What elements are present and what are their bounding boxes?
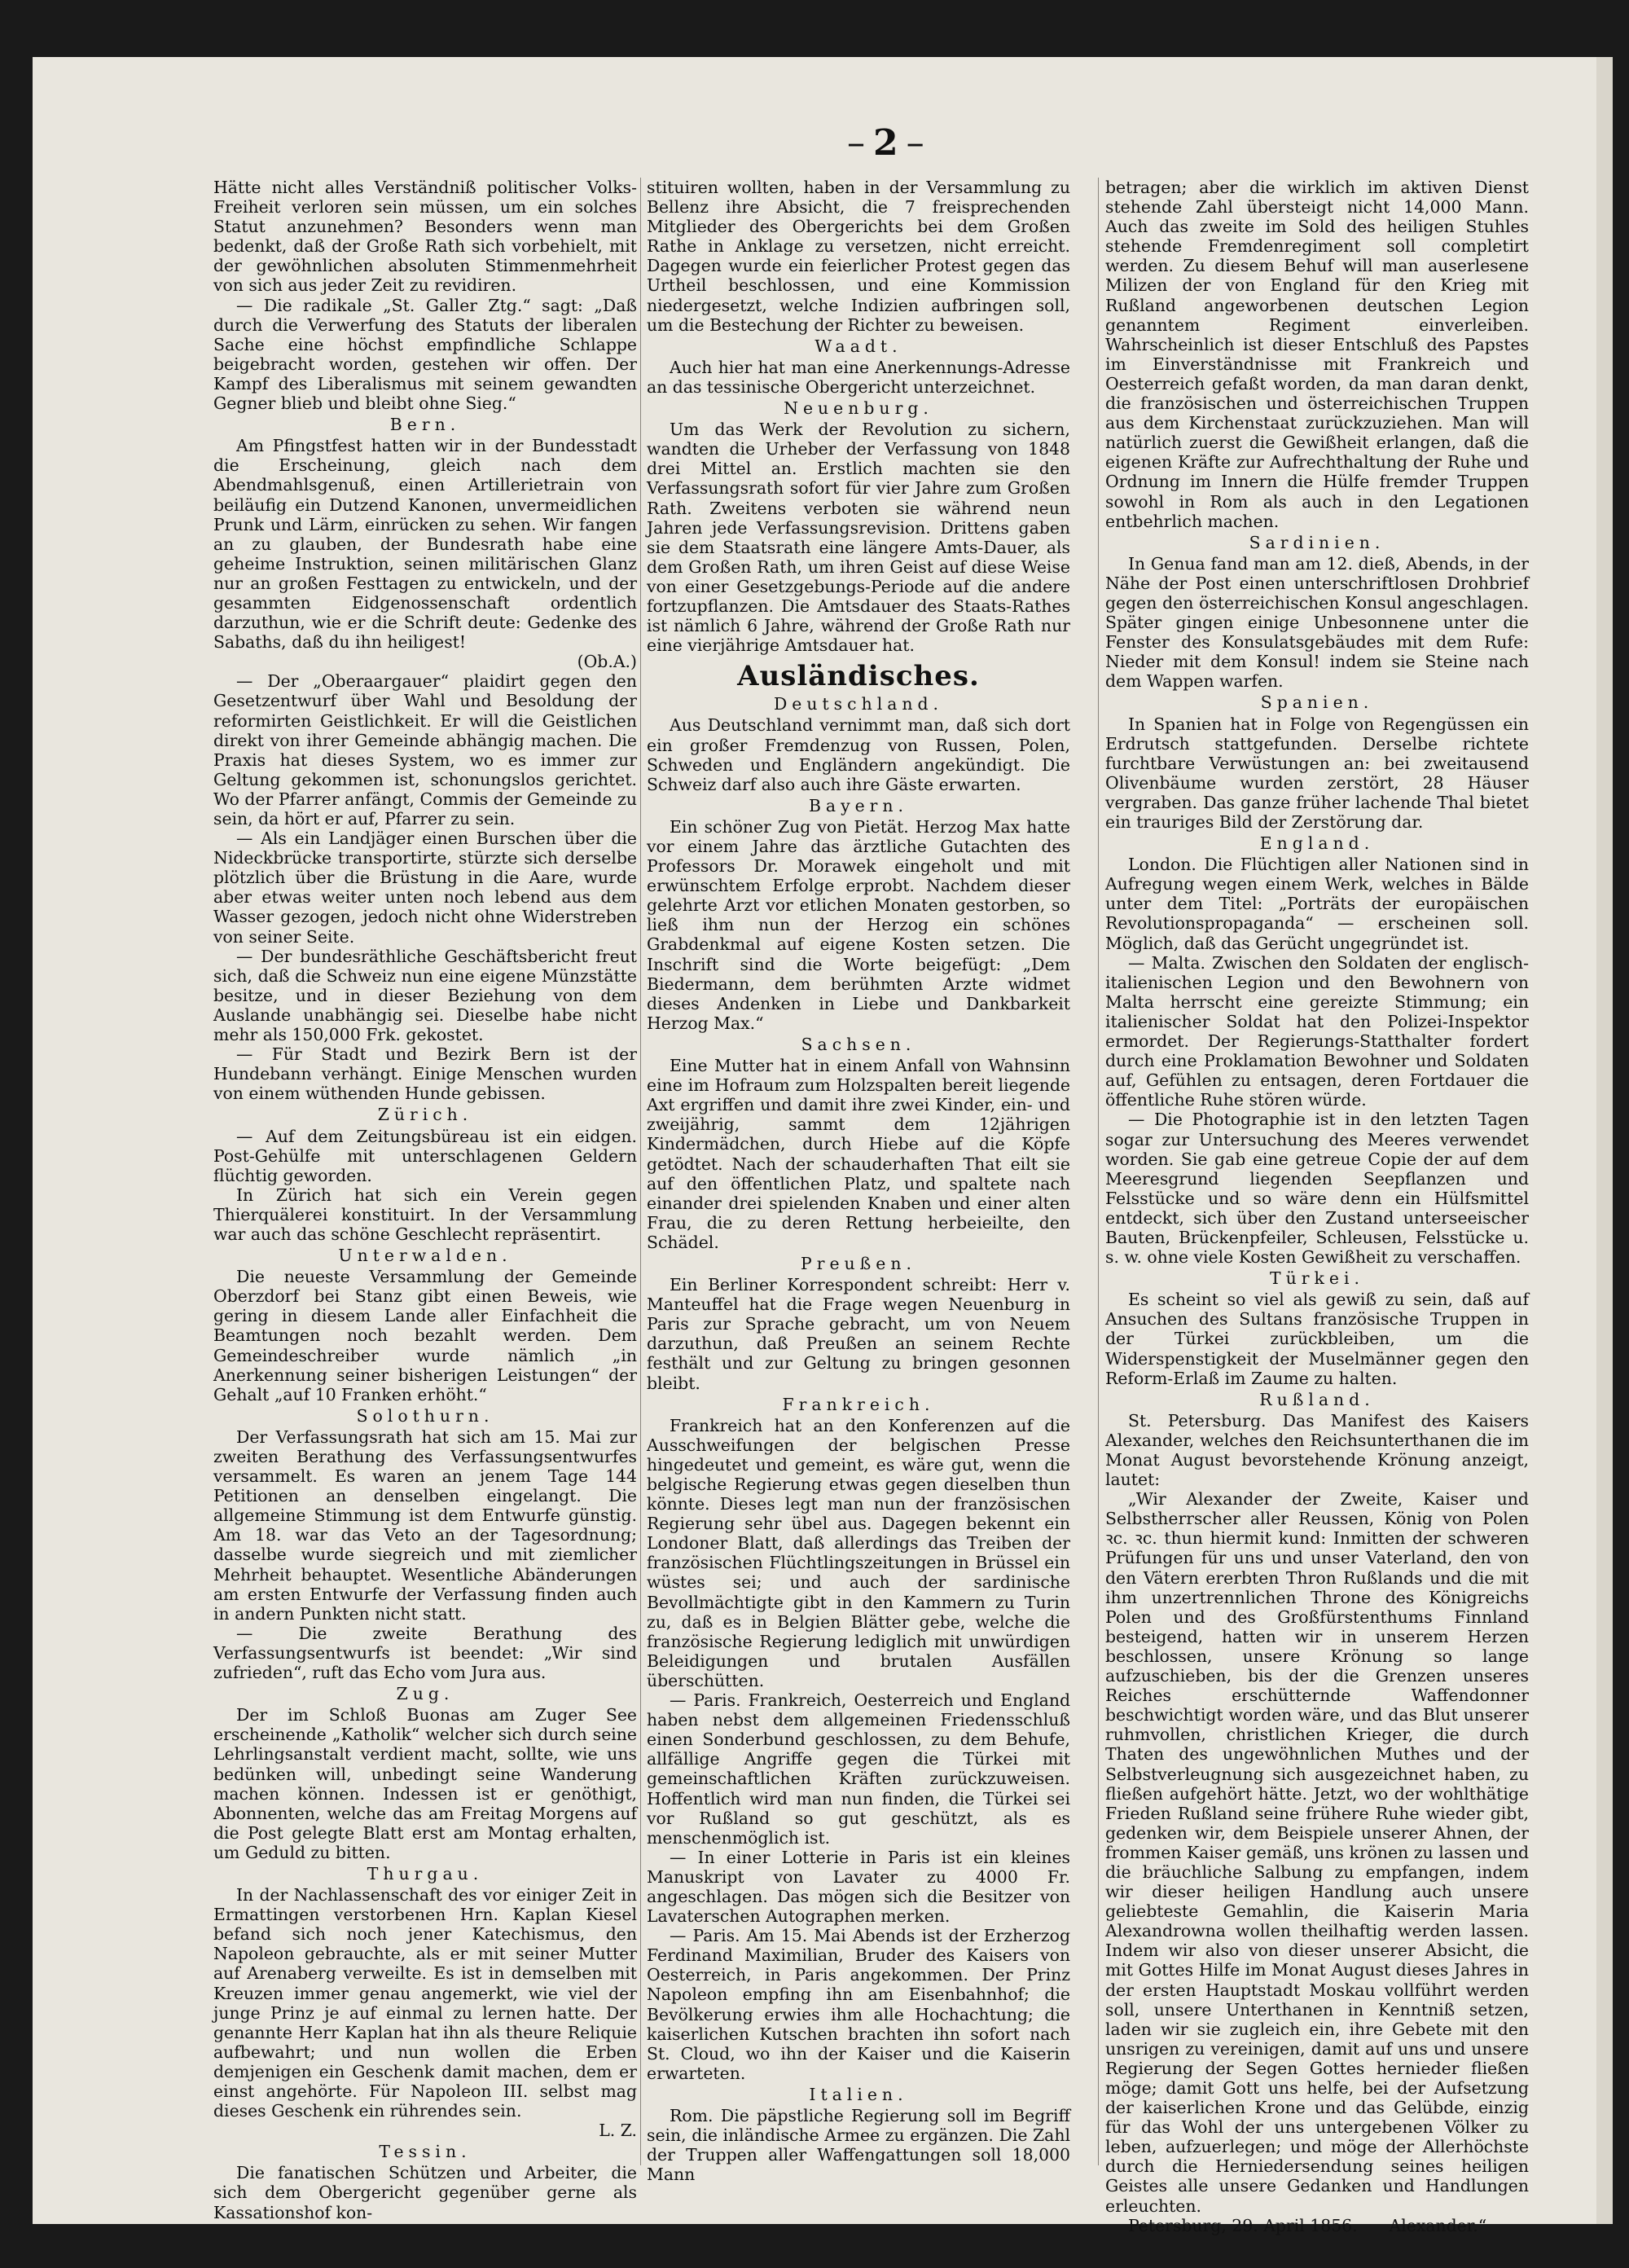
article-paragraph: Auch hier hat man eine Anerkennungs-Adresse an das tessinische Obergericht unterzeichnet.: [647, 357, 1070, 397]
article-paragraph: — Für Stadt und Bezirk Bern ist der Hundebann verhängt. Einige Menschen wurden von einem wüthenden Hunde gebissen.: [213, 1044, 637, 1104]
article-paragraph: Um das Werk der Revolution zu sichern, wandten die Urheber der Verfassung von 1848 drei Mittel an. Erstlich machten sie den Verfassungsrath sofort für vier Jahre zum Großen Rath. Zweitens verboten sie während neun Jahren jede Verfassungsrevision. Drittens gaben sie dem Staatsrath eine längere Amts-Dauer, als dem Großen Rath, um ihren Geist auf diese Weise von einer Gesetzgebungs-Periode auf die andere fortzupflanzen. Die Amtsdauer des Staats-Rathes ist nämlich 6 Jahre, während der Große Rath nur eine vierjährige Amtsdauer hat.: [647, 420, 1070, 656]
article-paragraph: Eine Mutter hat in einem Anfall von Wahnsinn eine im Hofraum zum Holzspalten bereit liegende Axt ergriffen und damit ihre zwei Kinder, ein- und zweijährig, sammt dem 12jährigen Kindermädchen, durch Hiebe auf die Köpfe getödtet. Nach der schauderhaften That eilt sie auf den öffentlichen Platz, und spaltete nach einander drei spielenden Knaben und einer alten Frau, die zu deren Rettung herbeieilte, den Schädel.: [647, 1056, 1070, 1252]
column-2: [647, 178, 1070, 2184]
article-paragraph: — In einer Lotterie in Paris ist ein kleines Manuskript von Lavater zu 4000 Fr. angeschlagen. Das mögen sich die Besitzer von Lavaterschen Autographen merken.: [647, 1847, 1070, 1927]
article-paragraph: — Die zweite Berathung des Verfassungsentwurfs ist beendet: „Wir sind zufrieden“, ruft das Echo vom Jura aus.: [213, 1623, 637, 1683]
section-heading: Bern.: [389, 415, 461, 435]
article-paragraph: — Malta. Zwischen den Soldaten der englisch-italienischen Legion und den Bewohnern von Malta herrscht eine gereizte Stimmung; ein italienischer Soldat hat den Polizei-Inspektor ermordet. Der Regierungs-Statthalter fordert durch eine Proklamation Bewohner und Soldaten auf, Gefühlen zu entsagen, deren Fortdauer die öffentliche Ruhe stören würde.: [1105, 952, 1529, 1110]
article-paragraph: — Die radikale „St. Galler Ztg.“ sagt: „Daß durch die Verwerfung des Statuts der liberalen Sache eine höchst empfindliche Schlappe beigebracht worden, gestehen wir offen. Der Kampf des Liberalismus mit seinem gewandten Gegner blieb und bleibt ohne Sieg.“: [213, 295, 637, 414]
article-paragraph: St. Petersburg. Das Manifest des Kaisers Alexander, welches den Reichsunterthanen die im Monat August bevorstehende Krönung anzeigt, lautet:: [1105, 1410, 1529, 1490]
article-paragraph: Der im Schloß Buonas am Zuger See erscheinende „Katholik“ welcher sich durch seine Lehrlingsanstalt verdient macht, sollte, wie uns bedünken will, unbedingt seine Wanderung machen können. Indessen ist er genöthigt, Abonnenten, welche das am Freitag Morgens auf die Post gelegte Blatt erst am Montag erhalten, um Geduld zu bitten.: [213, 1705, 637, 1862]
article-paragraph: Am Pfingstfest hatten wir in der Bundesstadt die Erscheinung, gleich nach dem Abendmahlsgenuß, einen Artillerietrain von beiläufig ein Dutzend Kanonen, unvermeidlichen Prunk und Lärm, einrücken zu sehen. Wir fangen an zu glauben, der Bundesrath habe eine geheime Instruktion, seinen militärischen Glanz nur an großen Festtagen zu entwickeln, und der gesammten Eidgenossenschaft ordentlich darzuthun, wie er die Schrift deute: Gedenke des Sabaths, daß du ihn heiligest!: [213, 436, 637, 653]
section-heading: Türkei.: [1270, 1268, 1364, 1289]
article-paragraph: — Paris. Frankreich, Oesterreich und England haben nebst dem allgemeinen Friedensschluß einen Sonderbund geschlossen, zu dem Behufe, allfällige Angriffe gegen die Türkei mit gemeinschaftlichen Kräften zurückzuweisen. Hoffentlich wird man nun finden, die Türkei sei vor Rußland so gut geschützt, als es menschenmöglich ist.: [647, 1690, 1070, 1848]
section-heading: Unterwalden.: [338, 1246, 512, 1266]
article-paragraph: Die fanatischen Schützen und Arbeiter, die sich dem Obergericht gegenüber gerne als Kassationshof kon-: [213, 2163, 637, 2222]
column-3: [1105, 178, 1529, 2235]
section-heading: Rußland.: [1259, 1389, 1375, 1409]
section-heading: Sardinien.: [1249, 532, 1385, 552]
source-signature: L. Z.: [599, 2121, 637, 2141]
article-paragraph: Aus Deutschland vernimmt man, daß sich dort ein großer Fremdenzug von Russen, Polen, Schweden und Engländern angekündigt. Die Schweiz darf also auch ihre Gäste erwarten.: [647, 715, 1070, 794]
article-paragraph: „Wir Alexander der Zweite, Kaiser und Selbstherrscher aller Reussen, König von Polen ꝛc. ꝛc. thun hiermit kund: Inmitten der schweren Prüfungen für uns und unser Vaterland, den von den Vätern ererbten Thron Rußlands und die mit ihm unzertrennlichen Throne des Königreichs Polen und des Großfürstenthums Finnland besteigend, hatten wir in unserem Herzen beschlossen, unsere Krönung so lange aufzuschieben, bis der die Grenzen unseres Reiches erschütternde Waffendonner beschwichtigt worden wäre, und das Blut unserer ruhmvollen, christlichen Krieger, die durch Thaten des ungewöhnlichen Muthes und der Selbstverleugnung sich ausgezeichnet haben, zu fließen aufgehört hätte. Jetzt, wo der wohlthätige Frieden Rußland seine frühere Ruhe wieder gibt, gedenken wir, dem Beispiele unserer Ahnen, der frommen Kaiser gemäß, uns krönen zu lassen und die bräuchliche Salbung zu empfangen, indem wir dieser heiligen Handlung auch unsere geliebteste Gemahlin, die Kaiserin Maria Alexandrowna wollen theilhaftig werden lassen. Indem wir also von dieser unserer Absicht, die mit Gottes Hilfe im Monat August dieses Jahres in der ersten Hauptstadt Moskau vollführt werden soll, unsere Unterthanen in Kenntniß setzen, laden wir sie zugleich ein, ihre Gebete mit den unsrigen zu vereinigen, damit auf uns und unsere Regierung der Segen Gottes hernieder fließen möge; damit Gott uns helfe, bei der Aufsetzung der kaiserlichen Krone und das Gelübde, einzig für das Wohl der uns untergebenen Völker zu leben, aufzuerlegen; und möge der Allerhöchste durch die Herniedersendung seines heiligen Geistes alle unsere Gedanken und Handlungen erleuchten.: [1105, 1489, 1529, 2216]
source-signature: (Ob.A.): [577, 652, 637, 672]
article-paragraph: In Zürich hat sich ein Verein gegen Thierquälerei konstituirt. In der Versammlung war auch das schöne Geschlecht repräsentirt.: [213, 1185, 637, 1244]
manifest-signature: Alexander.“: [1389, 2215, 1487, 2235]
article-paragraph: Die neueste Versammlung der Gemeinde Oberzdorf bei Stanz gibt einen Beweis, wie gering in diesem Lande aller Einfachheit die Beamtungen noch bezahlt werden. Dem Gemeindeschreiber wurde nämlich „in Anerkennung seiner bisherigen Leistungen“ der Gehalt „auf 10 Franken erhöht.“: [213, 1267, 637, 1404]
column-1: [213, 178, 637, 2222]
dateline: [1105, 2216, 1529, 2235]
section-heading: England.: [1259, 833, 1375, 854]
article-paragraph: Der Verfassungsrath hat sich am 15. Mai zur zweiten Berathung des Verfassungsentwurfes versammelt. Es waren an jenem Tage 144 Petitionen an denselben eingelangt. Die allgemeine Stimmung ist dem Entwurfe günstig. Am 18. war das Veto an der Tagesordnung; dasselbe wurde siegreich und mit ziemlicher Mehrheit behauptet. Wesentliche Abänderungen am ersten Entwurfe der Verfassung finden auch in andern Punkten nicht statt.: [213, 1426, 637, 1624]
section-heading: Solothurn.: [356, 1405, 494, 1426]
column-rule: [640, 178, 641, 2165]
section-heading: Bayern.: [808, 795, 909, 815]
article-paragraph: — Paris. Am 15. Mai Abends ist der Erzherzog Ferdinand Maximilian, Bruder des Kaisers von Oesterreich, in Paris angekommen. Der Prinz Napoleon empfing ihn am Eisenbahnhof; die Bevölkerung erwies ihm alle Hochachtung; die kaiserlichen Kutschen brachten ihn sofort nach St. Cloud, wo ihn der Kaiser und die Kaiserin erwarteten.: [647, 1926, 1070, 2083]
section-heading: Neuenburg.: [784, 398, 933, 419]
article-paragraph: London. Die Flüchtigen aller Nationen sind in Aufregung wegen einem Werk, welches in Bälde unter dem Titel: „Porträts der europäischen Revolutionspropaganda“ — erscheinen soll. Möglich, daß das Gerücht ungegründet ist.: [1105, 855, 1529, 953]
section-heading: Zürich.: [377, 1105, 473, 1125]
article-paragraph: Ein schöner Zug von Pietät. Herzog Max hatte vor einem Jahre das ärztliche Gutachten des Professors Dr. Morawek eingeholt und mit erwünschtem Erfolge erprobt. Nachdem dieser gelehrte Arzt vor etlichen Monaten gestorben, so ließ ihm nun der Herzog ein schönes Grabdenkmal auf eigene Kosten setzen. Die Inschrift sind die Worte beigefügt: „Dem Biedermann, dem berühmten Arzte widmet dieses Andenken in Liebe und Dankbarkeit Herzog Max.“: [647, 816, 1070, 1033]
article-paragraph: In Genua fand man am 12. dieß, Abends, in der Nähe der Post einen unterschriftlosen Drohbrief gegen den österreichischen Konsul angeschlagen. Später gingen einige Unbesonnene unter die Fenster des Konsulatsgebäudes mit dem Rufe: Nieder mit dem Konsul! indem sie Steine nach dem Wappen warfen.: [1105, 553, 1529, 692]
article-paragraph: Frankreich hat an den Konferenzen auf die Ausschweifungen der belgischen Presse hingedeutet und gemeint, es wäre gut, wenn die belgische Regierung etwas gegen dieselben thun könnte. Dieses legt man nun der französischen Regierung sehr übel aus. Dagegen bekennt ein Londoner Blatt, daß allerdings das Treiben der französischen Flüchtlingszeitungen in Brüssel ein wüstes sei; und auch der sardinische Bevollmächtigte gibt in den Kammern zu Turin zu, daß es in Belgien Blätter gebe, welche die französische Regierung lediglich mit unwürdigen Beleidigungen und brutalen Ausfällen überschütten.: [647, 1415, 1070, 1690]
article-paragraph: Rom. Die päpstliche Regierung soll im Begriff sein, die inländische Armee zu ergänzen. Die Zahl der Truppen aller Waffengattungen soll 18,000 Mann: [647, 2106, 1070, 2185]
article-paragraph: stituiren wollten, haben in der Versammlung zu Bellenz ihre Absicht, die 7 freisprechenden Mitglieder des Obergerichts bei dem Großen Rathe in Anklage zu versetzen, nicht erreicht. Dagegen wurde ein feierlicher Protest gegen das Urtheil beschlossen, und eine Kommission niedergesetzt, welche Indizien aufbringen soll, um die Bestechung der Richter zu beweisen.: [647, 178, 1070, 335]
article-paragraph: Hätte nicht alles Verständniß politischer Volks-Freiheit verloren sein müssen, um ein solches Statut anzunehmen? Besonders wenn man bedenkt, daß der Große Rath sich vorbehielt, mit der gewöhnlichen absoluten Stimmenmehrheit von sich aus jeder Zeit zu revidiren.: [213, 178, 637, 296]
section-heading: Deutschland.: [773, 694, 944, 714]
article-paragraph: — Auf dem Zeitungsbüreau ist ein eidgen. Post-Gehülfe mit unterschlagenen Geldern flüchtig geworden.: [213, 1126, 637, 1185]
page-edge: [1596, 57, 1613, 2224]
section-heading: Thurgau.: [367, 1863, 484, 1883]
article-paragraph: — Der „Oberaargauer“ plaidirt gegen den Gesetzentwurf über Wahl und Besoldung der reformirten Geistlichkeit. Er will die Geistlichen direkt von ihrer Gemeinde abhängig machen. Die Praxis hat dieses System, wo es immer zur Geltung gekommen ist, schonungslos gerichtet. Wo der Pfarrer anfängt, Commis der Gemeinde zu sein, da hört er auf, Pfarrer zu sein.: [213, 671, 637, 829]
page-number: – 2 –: [839, 122, 933, 164]
article-paragraph: — Die Photographie ist in den letzten Tagen sogar zur Untersuchung des Meeres verwendet worden. Sie gab eine getreue Copie der auf dem Meeresgrund liegenden Seepflanzen und Felsstücke und so wäre denn ein Hülfsmittel entdeckt, sich über den Zustand unterseeischer Bauten, Brückenpfeiler, Schleusen, Felsstücke u. s. w. ohne viele Kosten Gewißheit zu verschaffen.: [1105, 1110, 1529, 1268]
article-paragraph: — Als ein Landjäger einen Burschen über die Nideckbrücke transportirte, stürzte sich derselbe plötzlich über die Brüstung in die Aare, wurde aber etwas weiter unten noch lebend aus dem Wasser gezogen, jedoch nicht ohne Widerstreben von seiner Seite.: [213, 829, 637, 947]
section-heading: Frankreich.: [782, 1394, 935, 1414]
section-heading: Spanien.: [1260, 692, 1374, 713]
section-heading: Preußen.: [801, 1253, 916, 1273]
manifest-date: Petersburg, 29. April 1856.: [1128, 2215, 1358, 2235]
section-heading: Italien.: [809, 2084, 908, 2104]
foreign-news-heading: Ausländisches.: [737, 660, 980, 693]
section-heading: Zug.: [396, 1684, 454, 1704]
article-paragraph: In Spanien hat in Folge von Regengüssen ein Erdrutsch stattgefunden. Derselbe richtete furchtbare Verwüstungen an: bei zweitausend Olivenbäume wurden zerstört, 28 Häuser vergraben. Das ganze früher lachende Thal bietet ein trauriges Bild der Zerstörung dar.: [1105, 714, 1529, 832]
column-rule: [1098, 178, 1099, 2165]
section-heading: Sachsen.: [801, 1034, 916, 1054]
section-heading: Tessin.: [379, 2142, 472, 2162]
section-heading: Waadt.: [814, 336, 902, 356]
article-paragraph: Ein Berliner Korrespondent schreibt: Herr v. Manteuffel hat die Frage wegen Neuenburg in Paris zur Sprache gebracht, um von Neuem darzuthun, daß Preußen an seinem Rechte festhält und zur Geltung zu bringen gesonnen bleibt.: [647, 1275, 1070, 1393]
article-paragraph: Es scheint so viel als gewiß zu sein, daß auf Ansuchen des Sultans französische Truppen in der Türkei zurückbleiben, um die Widerspenstigkeit der Muselmänner gegen den Reform-Erlaß im Zaume zu halten.: [1105, 1290, 1529, 1388]
article-paragraph: — Der bundesräthliche Geschäftsbericht freut sich, daß die Schweiz nun eine eigene Münzstätte besitze, und in dieser Beziehung von dem Auslande unabhängig sei. Dieselbe habe nicht mehr als 150,000 Frk. gekostet.: [213, 946, 637, 1045]
article-paragraph: betragen; aber die wirklich im aktiven Dienst stehende Zahl übersteigt nicht 14,000 Mann. Auch das zweite im Sold des heiligen Stuhles stehende Fremdenregiment soll completirt werden. Zu diesem Behuf will man auserlesene Milizen der von England für den Krieg mit Rußland angeworbenen deutschen Legion genanntem Regiment einverleiben. Wahrscheinlich ist dieser Entschluß des Papstes im Einverständnisse mit Frankreich und Oesterreich gefaßt worden, da man daran denkt, die französischen und österreichischen Truppen aus dem Kirchenstaat zurückzuziehen. Man will natürlich zuerst die Gewißheit erlangen, daß die eigenen Kräfte zur Aufrechthaltung der Ruhe und Ordnung im Innern die Hülfe fremder Truppen sowohl in Rom als auch in den Legationen entbehrlich machen.: [1105, 178, 1529, 531]
article-paragraph: In der Nachlassenschaft des vor einiger Zeit in Ermattingen verstorbenen Hrn. Kaplan Kiesel befand sich noch jener Katechismus, den Napoleon gebrauchte, als er mit seiner Mutter auf Arenaberg verweilte. Es ist in demselben mit Kreuzen immer genau angemerkt, wie viel der junge Prinz je auf einmal zu lernen hatte. Der genannte Herr Kaplan hat ihn als theure Reliquie aufbewahrt; und nun wollen die Erben demjenigen ein Geschenk damit machen, dem er einst angehörte. Für Napoleon III. selbst mag dieses Geschenk ein rührendes sein.: [213, 1885, 637, 2121]
